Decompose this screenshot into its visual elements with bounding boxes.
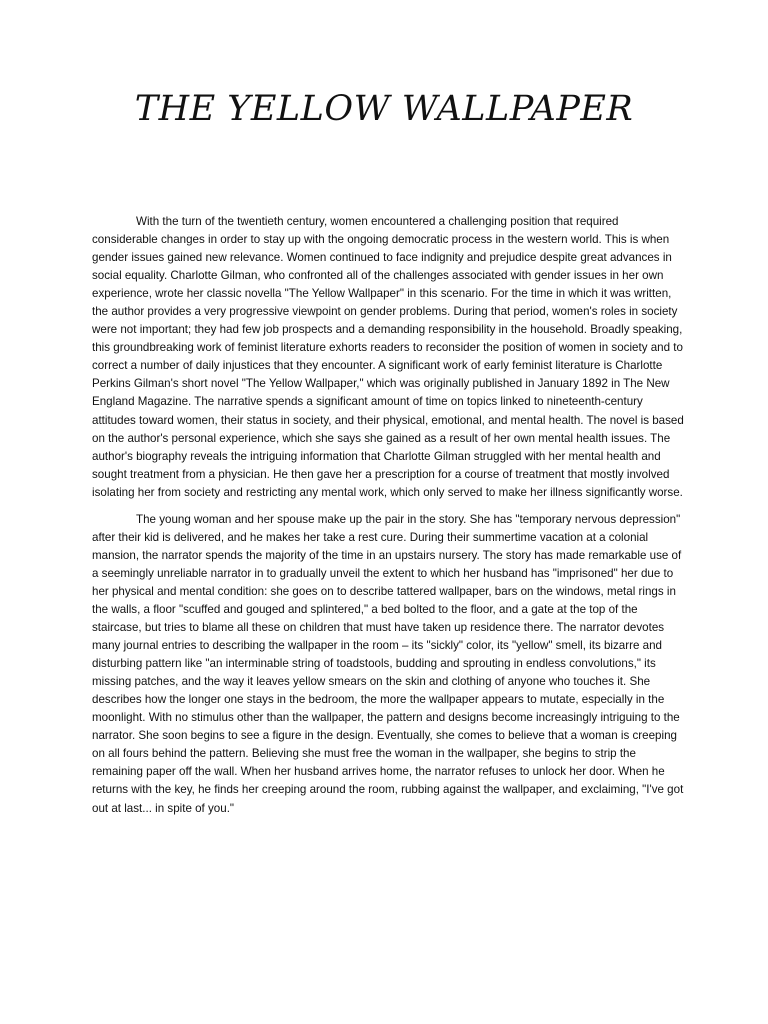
document-title: THE YELLOW WALLPAPER — [134, 89, 634, 129]
document-body — [92, 213, 686, 827]
paragraph-2: The young woman and her spouse make up the pair in the story. She has "temporary nervous depression" after their kid is delivered, and he makes her take a rest cure. During their summertime vacation at a colonial mansion, the narrator spends the majority of the time in an upstairs nursery. The story has made remarkable use of a seemingly unreliable narrator in to gradually unveil the extent to which her husband has "imprisoned" her due to her physical and mental condition: she goes on to describe tattered wallpaper, bars on the windows, metal rings in the walls, a floor "scuffed and gouged and splintered," a bed bolted to the floor, and a gate at the top of the staircase, but tries to blame all these on children that must have taken up residence there. The narrator devotes many journal entries to describing the wallpaper in the room – its "sickly" color, its "yellow" smell, its bizarre and disturbing pattern like "an interminable string of toadstools, budding and sprouting in endless convolutions," its missing patches, and the way it leaves yellow smears on the skin and clothing of anyone who touches it. She describes how the longer one stays in the bedroom, the more the wallpaper appears to mutate, especially in the moonlight. With no stimulus other than the wallpaper, the pattern and designs become increasingly intriguing to the narrator. She soon begins to see a figure in the design. Eventually, she comes to believe that a woman is creeping on all fours behind the pattern. Believing she must free the woman in the wallpaper, she begins to strip the remaining paper off the wall. When her husband arrives home, the narrator refuses to unlock her door. When he returns with the key, he finds her creeping around the room, rubbing against the wallpaper, and exclaiming, "I've got out at last... in spite of you." — [92, 512, 684, 815]
paragraph-1: With the turn of the twentieth century, women encountered a challenging position that required considerable changes in order to stay up with the ongoing democratic process in the western world. This is when gender issues gained new relevance. Women continued to face indignity and prejudice despite great advances in social equality. Charlotte Gilman, who confronted all of the challenges associated with gender issues in her own experience, wrote her classic novella "The Yellow Wallpaper" in this scenario. For the time in which it was written, the author provides a very progressive viewpoint on gender problems. During that period, women's roles in society were not important; they had few job prospects and a demanding responsibility in the household. Broadly speaking, this groundbreaking work of feminist literature exhorts readers to reconsider the position of women in society and to correct a number of daily injustices that they encounter. A significant work of early feminist literature is Charlotte Perkins Gilman's short novel "The Yellow Wallpaper," which was originally published in January 1892 in The New England Magazine. The narrative spends a significant amount of time on topics linked to nineteenth-century attitudes toward women, their status in society, and their physical, emotional, and mental health. The novel is based on the author's personal experience, which she says she gained as a result of her own mental health issues. The author's biography reveals the intriguing information that Charlotte Gilman struggled with her mental health and sought treatment from a physician. He then gave her a prescription for a course of treatment that mostly involved isolating her from society and restricting any mental work, which only served to make her illness significantly worse. — [92, 215, 684, 499]
